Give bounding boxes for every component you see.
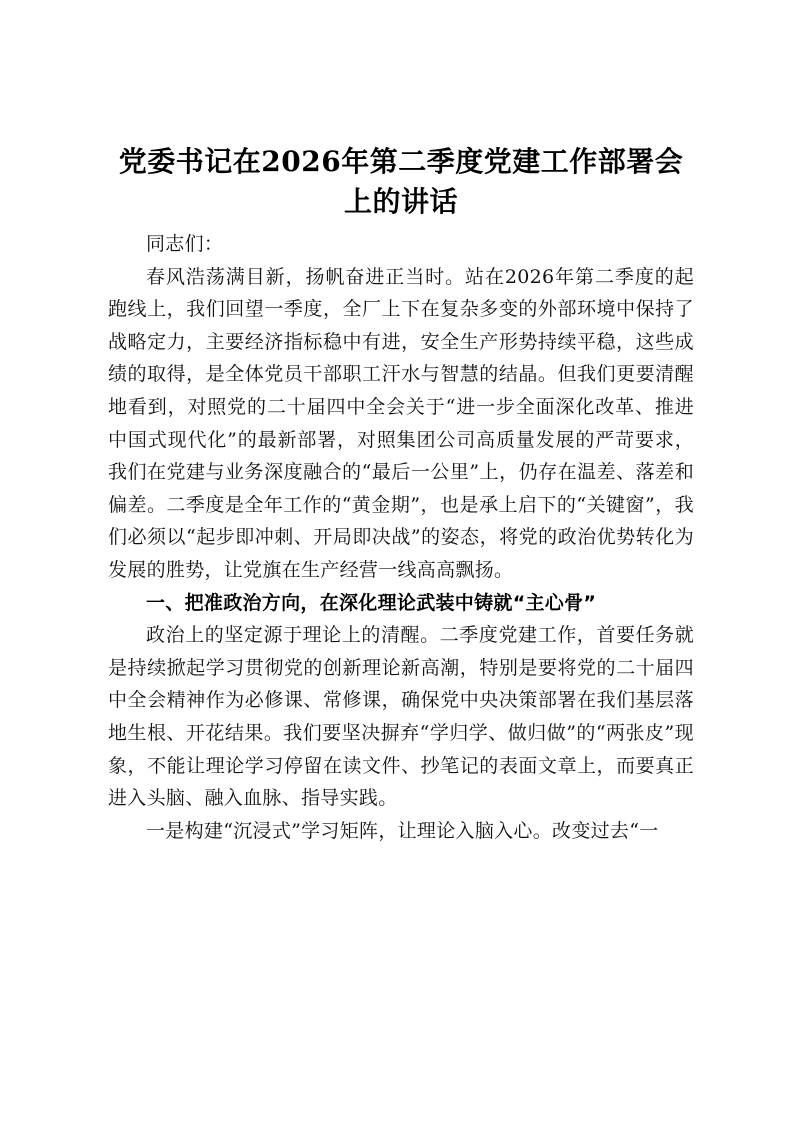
section-heading: 一、把准政治方向，在深化理论武装中铸就“主心骨” <box>146 591 597 614</box>
document-title <box>108 142 694 222</box>
salutation: 同志们： <box>146 233 224 255</box>
section-paragraph: 政治上的坚定源于理论上的清醒。二季度党建工作，首要任务就是持续掀起学习贯彻党的创新理论新高潮，特别是要将党的二十届四中全会精神作为必修课、常修课，确保党中央决策部署在我们基层落地生根、开花结果。我们要坚决摒弃“学归学、做归做”的“两张皮”现象，不能让理论学习停留在读文件、抄笔记的表面文章上，而要真正进入头脑、融入血脉、指导实践。 <box>108 624 694 810</box>
document-body <box>108 142 694 847</box>
title-line-1: 党委书记在2026年第二季度党建工作部署会 <box>118 145 684 178</box>
intro-paragraph: 春风浩荡满目新，扬帆奋进正当时。站在2026年第二季度的起跑线上，我们回望一季度，全厂上下在复杂多变的外部环境中保持了战略定力，主要经济指标稳中有进，安全生产形势持续平稳，这些成绩的取得，是全体党员干部职工汗水与智慧的结晶。但我们更要清醒地看到，对照党的二十届四中全会关于“进一步全面深化改革、推进中国式现代化”的最新部署，对照集团公司高质量发展的严苛要求，我们在党建与业务深度融合的“最后一公里”上，仍存在温差、落差和偏差。二季度是全年工作的“黄金期”，也是承上启下的“关键窗”，我们必须以“起步即冲刺、开局即决战”的姿态，将党的政治优势转化为发展的胜势，让党旗在生产经营一线高高飘扬。 <box>108 265 694 581</box>
title-line-2: 上的讲话 <box>343 185 458 218</box>
section-paragraph: 一是构建“沉浸式”学习矩阵，让理论入脑入心。改变过去“一 <box>146 819 659 842</box>
